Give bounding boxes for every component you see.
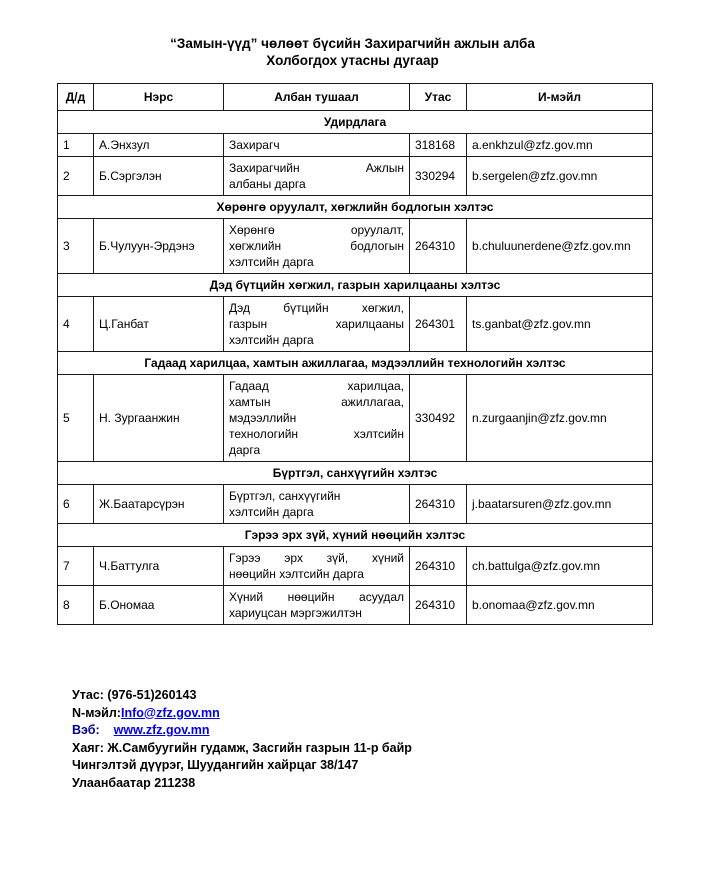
section-title: Гадаад харилцаа, хамтын ажиллагаа, мэдээллийн технологийн хэлтэс xyxy=(58,352,653,375)
position-line: Захирагч xyxy=(229,138,280,152)
cell-index: 5 xyxy=(58,375,94,462)
cell-phone: 264310 xyxy=(410,485,467,524)
cell-email: ch.battulga@zfz.gov.mn xyxy=(467,547,653,586)
footer-email-line xyxy=(72,705,705,723)
cell-email: b.onomaa@zfz.gov.mn xyxy=(467,586,653,625)
cell-email: ts.ganbat@zfz.gov.mn xyxy=(467,297,653,352)
footer-email-label: N-мэйл: xyxy=(72,705,121,720)
footer-address-line1: Хаяг: Ж.Самбуугийн гудамж, Засгийн газрын 11-р байр xyxy=(72,740,412,755)
cell-phone: 264310 xyxy=(410,547,467,586)
section-title: Хөрөнгө оруулалт, хөгжлийн бодлогын хэлтэс xyxy=(58,196,653,219)
position-line: газрын харилцааны xyxy=(229,317,404,331)
cell-name: А.Энхзул xyxy=(94,134,224,157)
section-row xyxy=(58,524,653,547)
table-row xyxy=(58,134,653,157)
position-line: Гэрээ эрх зүй, хүний xyxy=(229,551,404,565)
position-line: дарга xyxy=(229,443,261,457)
cell-position xyxy=(224,134,410,157)
position-line: хариуцсан мэргэжилтэн xyxy=(229,606,362,620)
position-line: хамтын ажиллагаа, xyxy=(229,395,404,409)
cell-name: Ц.Ганбат xyxy=(94,297,224,352)
table-row xyxy=(58,586,653,625)
cell-phone: 264301 xyxy=(410,297,467,352)
title-line2: Холбогдох утасны дугаар xyxy=(266,53,439,68)
section-row xyxy=(58,111,653,134)
cell-phone: 330294 xyxy=(410,157,467,196)
section-title: Гэрээ эрх зүй, хүний нөөцийн хэлтэс xyxy=(58,524,653,547)
cell-email: n.zurgaanjin@zfz.gov.mn xyxy=(467,375,653,462)
footer-contact-block xyxy=(72,687,705,792)
position-line: Бүртгэл, санхүүгийн xyxy=(229,489,341,503)
position-line: Гадаад харилцаа, xyxy=(229,379,404,393)
cell-index: 1 xyxy=(58,134,94,157)
column-header: И-мэйл xyxy=(467,84,653,111)
footer-web-line xyxy=(72,722,705,740)
column-header: Утас xyxy=(410,84,467,111)
cell-index: 2 xyxy=(58,157,94,196)
position-line: хэлтсийн дарга xyxy=(229,505,314,519)
table-row xyxy=(58,297,653,352)
column-header: Д/д xyxy=(58,84,94,111)
footer-web-link[interactable]: www.zfz.gov.mn xyxy=(113,723,210,737)
cell-phone: 330492 xyxy=(410,375,467,462)
column-header: Нэрс xyxy=(94,84,224,111)
position-line: Хүний нөөцийн асуудал xyxy=(229,590,404,604)
position-line: мэдээллийн xyxy=(229,411,297,425)
cell-position xyxy=(224,547,410,586)
section-row xyxy=(58,462,653,485)
section-row xyxy=(58,274,653,297)
cell-phone: 264310 xyxy=(410,219,467,274)
cell-index: 7 xyxy=(58,547,94,586)
position-line: хэлтсийн дарга xyxy=(229,255,314,269)
cell-name: Б.Сэргэлэн xyxy=(94,157,224,196)
document-page xyxy=(0,35,705,792)
table-row xyxy=(58,485,653,524)
footer-web-label: Вэб: xyxy=(72,723,100,737)
table-row xyxy=(58,157,653,196)
cell-name: Б.Чулуун-Эрдэнэ xyxy=(94,219,224,274)
cell-name: Ж.Баатарсүрэн xyxy=(94,485,224,524)
position-line: технологийн хэлтсийн xyxy=(229,427,404,441)
cell-index: 8 xyxy=(58,586,94,625)
cell-position xyxy=(224,375,410,462)
footer-phone: Утас: (976-51)260143 xyxy=(72,688,197,702)
cell-phone: 264310 xyxy=(410,586,467,625)
table-header-row xyxy=(58,84,653,111)
contacts-table-body xyxy=(58,111,653,625)
contacts-table xyxy=(57,83,653,625)
footer-address-line3: Улаанбаатар 211238 xyxy=(72,775,196,790)
footer-email-link[interactable]: Info@zfz.gov.mn xyxy=(120,705,220,720)
column-header: Албан тушаал xyxy=(224,84,410,111)
position-line: хөгжлийн бодлогын xyxy=(229,239,404,253)
cell-index: 6 xyxy=(58,485,94,524)
cell-index: 4 xyxy=(58,297,94,352)
cell-email: j.baatarsuren@zfz.gov.mn xyxy=(467,485,653,524)
position-line: Дэд бүтцийн хөгжил, xyxy=(229,301,404,315)
cell-position xyxy=(224,586,410,625)
cell-name: Н. Зургаанжин xyxy=(94,375,224,462)
cell-position xyxy=(224,485,410,524)
table-row xyxy=(58,375,653,462)
cell-position xyxy=(224,157,410,196)
title-line1: “Замын-үүд” чөлөөт бүсийн Захирагчийн ажлын алба xyxy=(170,36,535,51)
document-title xyxy=(0,35,705,69)
position-line: Хөрөнгө оруулалт, xyxy=(229,223,404,237)
cell-email: a.enkhzul@zfz.gov.mn xyxy=(467,134,653,157)
cell-name: Ч.Баттулга xyxy=(94,547,224,586)
position-line: нөөцийн хэлтсийн дарга xyxy=(229,567,364,581)
section-row xyxy=(58,196,653,219)
cell-position xyxy=(224,297,410,352)
cell-position xyxy=(224,219,410,274)
cell-email: b.sergelen@zfz.gov.mn xyxy=(467,157,653,196)
section-title: Бүртгэл, санхүүгийн хэлтэс xyxy=(58,462,653,485)
section-title: Дэд бүтцийн хөгжил, газрын харилцааны хэлтэс xyxy=(58,274,653,297)
cell-name: Б.Ономаа xyxy=(94,586,224,625)
section-title: Удирдлага xyxy=(58,111,653,134)
position-line: Захирагчийн Ажлын xyxy=(229,161,404,175)
table-row xyxy=(58,547,653,586)
cell-index: 3 xyxy=(58,219,94,274)
position-line: албаны дарга xyxy=(229,177,306,191)
cell-phone: 318168 xyxy=(410,134,467,157)
cell-email: b.chuluunerdene@zfz.gov.mn xyxy=(467,219,653,274)
section-row xyxy=(58,352,653,375)
footer-address-line2: Чингэлтэй дүүрэг, Шуудангийн хайрцаг 38/147 xyxy=(72,758,359,772)
position-line: хэлтсийн дарга xyxy=(229,333,314,347)
table-row xyxy=(58,219,653,274)
